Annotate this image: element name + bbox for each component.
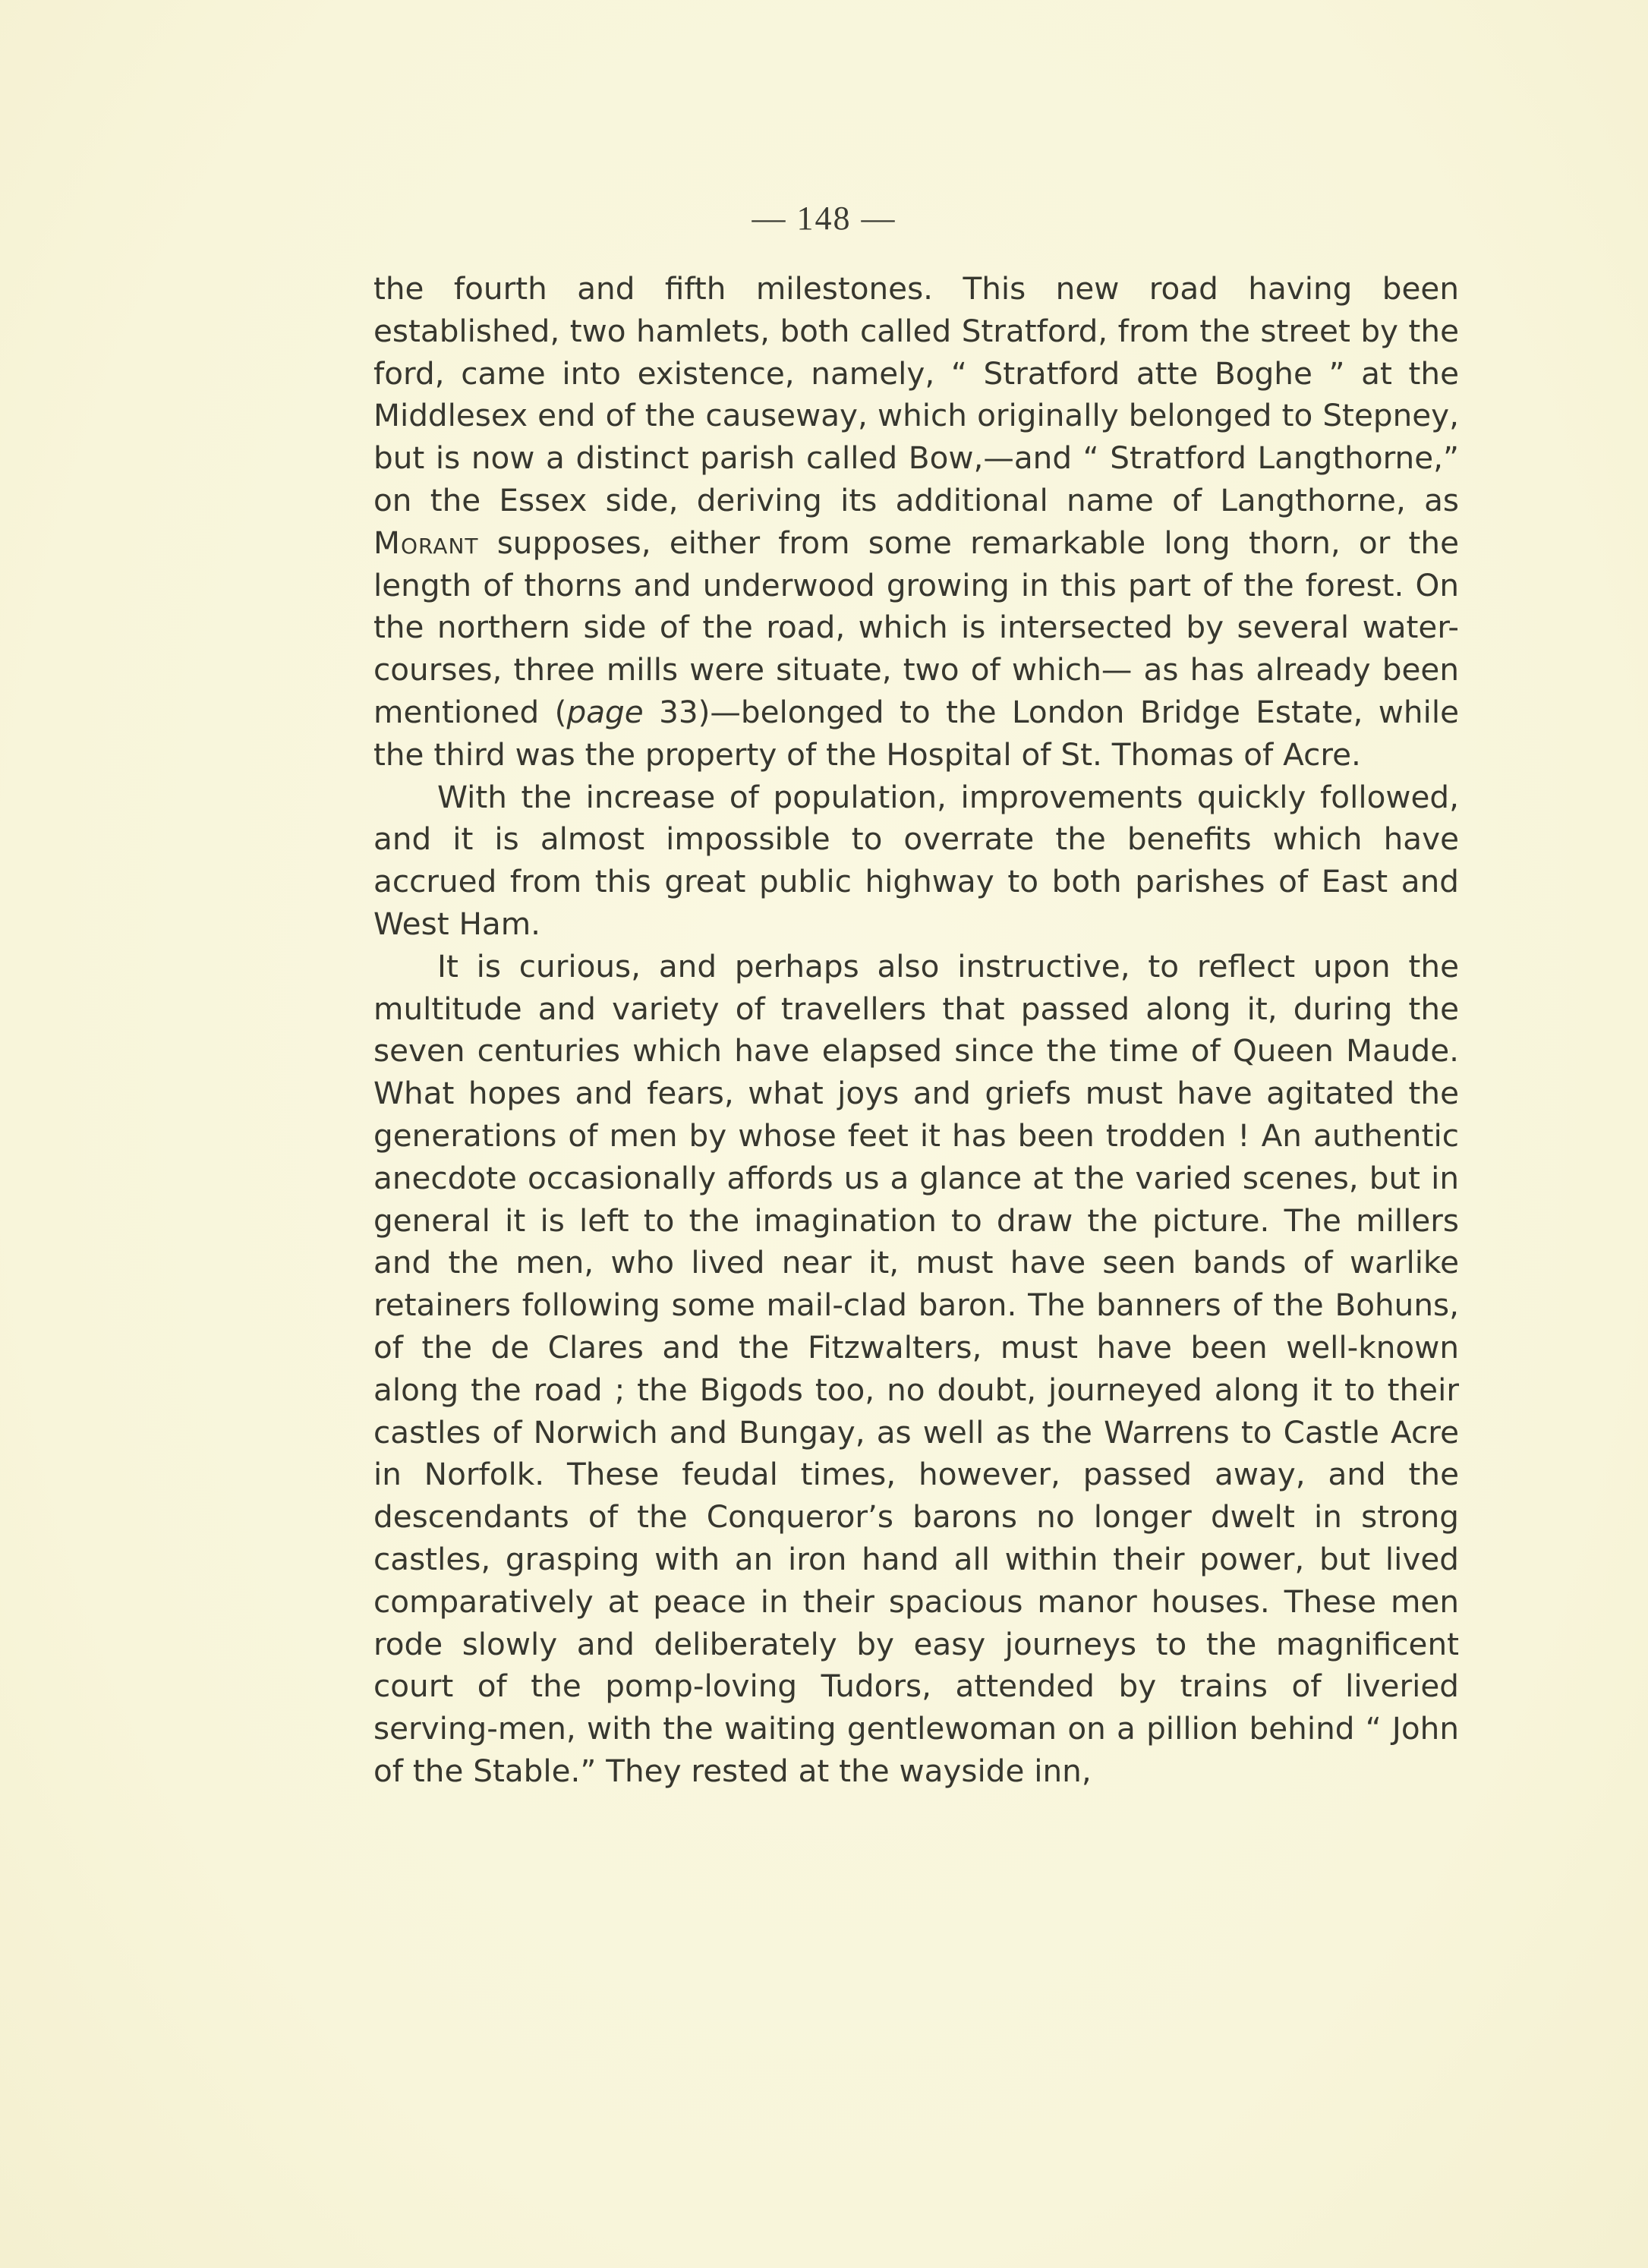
paragraph-1-text-a: the fourth and fifth milestones. This new road having been established, two hamlets, both called Stratford, from the street by the ford, came into existence, namely, “ Stratford atte Boghe ” at the Middlesex end of the causeway, which originally belonged to Stepney, but is now a distinct parish called Bow,—and “ Stratford Langthorne,” on the Essex side, deriving its additional name of Langthorne, as <box>373 270 1459 518</box>
author-name-morant: Morant <box>373 524 479 561</box>
paragraph-2-text: With the increase of population, improvements quickly followed, and it is almost impossible to overrate the benefits which have accrued from this great public highway to both parishes of East and West Ham. <box>373 778 1459 942</box>
paragraph-1-text-b: supposes, either from some remarkable long thorn, or the length of thorns and underwood growing in this part of the forest. On the northern side of the road, which is intersected by several water-courses, three mills were situate, two of which— as has already been mentioned ( <box>373 524 1459 730</box>
paragraph-2 <box>373 776 1459 946</box>
paragraph-1 <box>373 268 1459 776</box>
page-reference: page <box>566 693 644 730</box>
body-text <box>373 268 1459 1793</box>
page-number: — 148 — <box>752 200 896 237</box>
paragraph-3 <box>373 946 1459 1793</box>
paragraph-1-text-c: 33)—belonged to the London Bridge Estate, while the third was the property of the Hospital of St. Thomas of Acre. <box>373 693 1460 773</box>
paragraph-3-text: It is curious, and perhaps also instructive, to reflect upon the multitude and variety of travellers that passed along it, during the seven centuries which have elapsed since the time of Queen Maude. What hopes and fears, what joys and griefs must have agitated the generations of men by whose feet it has been trodden ! An authentic anecdote occasionally affords us a glance at the varied scenes, but in general it is left to the imagination to draw the picture. The millers and the men, who lived near it, must have seen bands of warlike retainers following some mail-clad baron. The banners of the Bohuns, of the de Clares and the Fitzwalters, must have been well-known along the road ; the Bigods too, no doubt, journeyed along it to their castles of Norwich and Bungay, as well as the Warrens to Castle Acre in Norfolk. These feudal times, however, passed away, and the descendants of the Conqueror’s barons no longer dwelt in strong castles, grasping with an iron hand all within their power, but lived comparatively at peace in their spacious manor houses. These men rode slowly and deliberately by easy journeys to the magnificent court of the pomp-loving Tudors, attended by trains of liveried serving-men, with the waiting gentlewoman on a pillion behind “ John of the Stable.” They rested at the wayside inn, <box>373 947 1459 1789</box>
